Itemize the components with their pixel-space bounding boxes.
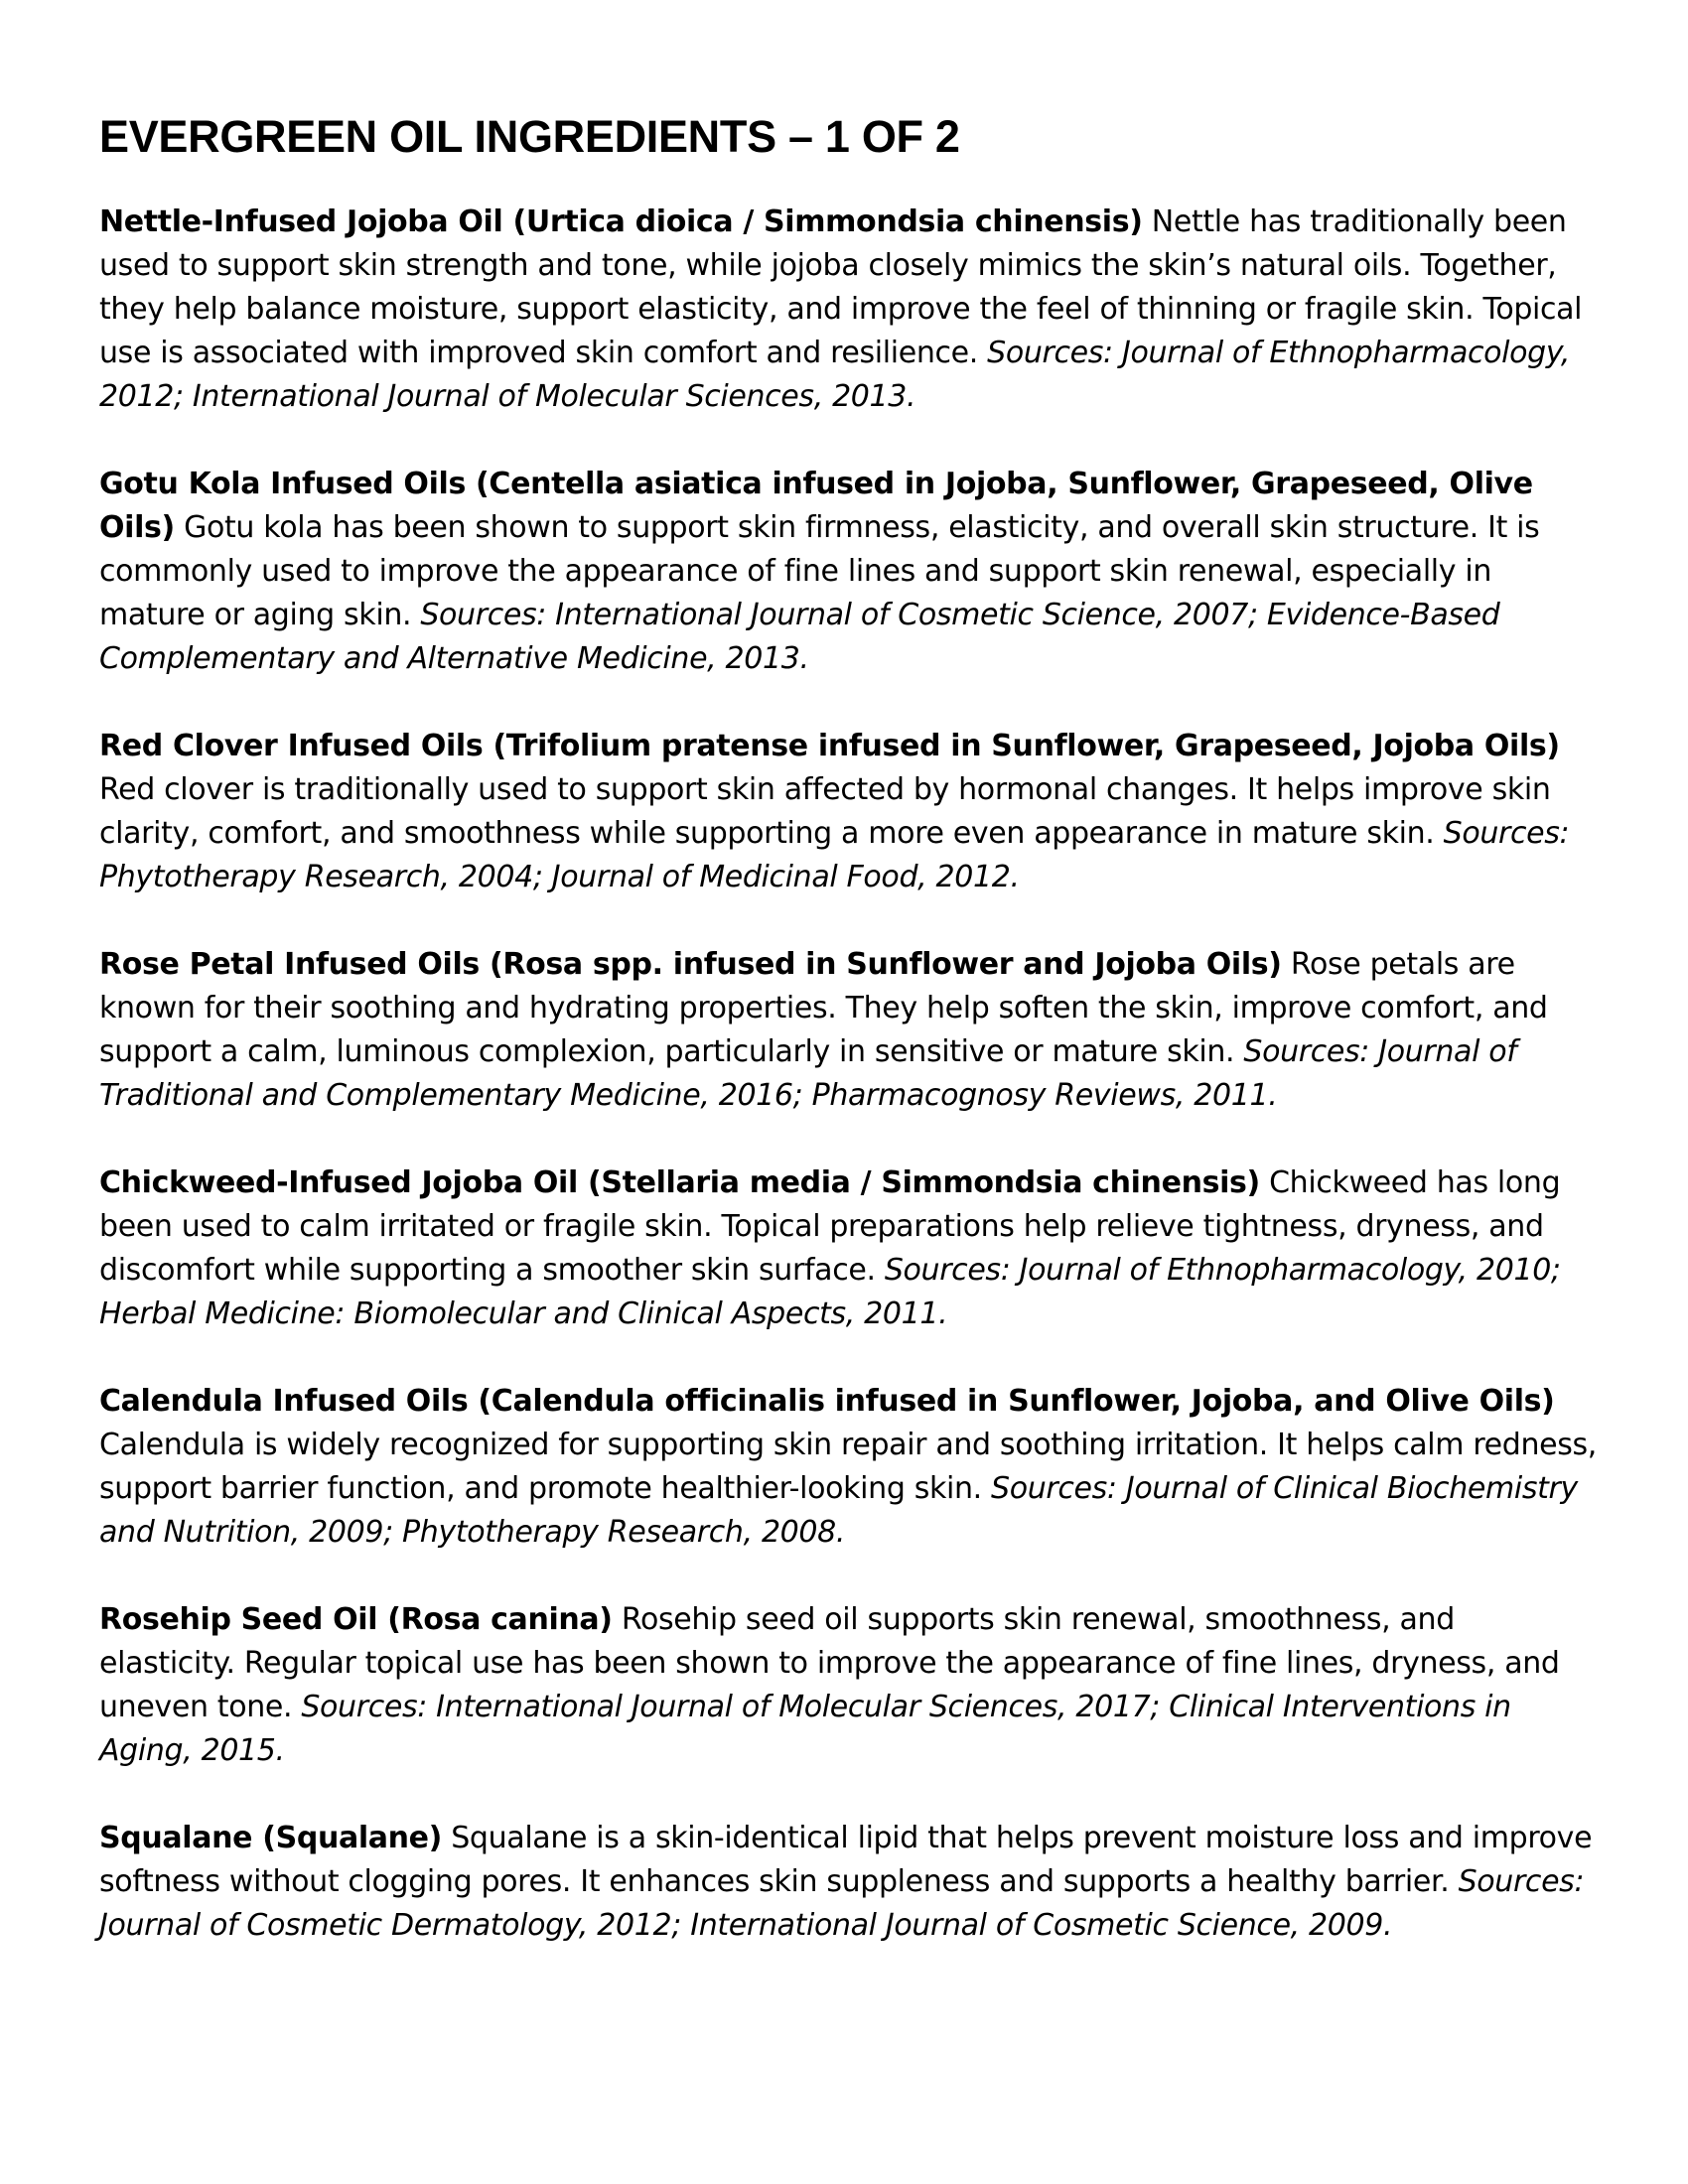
ingredient-name: Nettle-Infused Jojoba Oil (Urtica dioica / Simmondsia chinensis) [99, 205, 1143, 239]
ingredient-name: Rose Petal Infused Oils (Rosa spp. infused in Sunflower and Jojoba Oils) [99, 947, 1282, 982]
ingredient-entry-calendula [99, 1380, 1599, 1555]
ingredient-description: Calendula is widely recognized for supporting skin repair and soothing irritation. It helps calm redness, support barrier function, and promote healthier-looking skin. [99, 1428, 1597, 1506]
ingredient-entry-squalane [99, 1817, 1599, 1948]
ingredient-sources: Sources: International Journal of Cosmetic Science, 2007; Evidence-Based Complementary and Alternative Medicine, 2013. [99, 598, 1500, 676]
ingredient-entry-red-clover [99, 725, 1599, 899]
ingredient-entry-chickweed [99, 1161, 1599, 1336]
ingredient-sources: Sources: International Journal of Molecular Sciences, 2017; Clinical Interventions in Aging, 2015. [99, 1690, 1511, 1768]
ingredient-sources: Sources: Journal of Traditional and Complementary Medicine, 2016; Pharmacognosy Reviews, 2011. [99, 1034, 1517, 1113]
ingredient-description: Chickweed has long been used to calm irritated or fragile skin. Topical preparations help relieve tightness, dryness, and discomfort while supporting a smoother skin surface. [99, 1165, 1561, 1288]
ingredient-name: Calendula Infused Oils (Calendula officinalis infused in Sunflower, Jojoba, and Olive Oils) [99, 1384, 1555, 1419]
ingredient-entry-rose-petal [99, 943, 1599, 1118]
ingredient-name: Red Clover Infused Oils (Trifolium pratense infused in Sunflower, Grapeseed, Jojoba Oils) [99, 729, 1560, 763]
ingredient-entry-rosehip [99, 1598, 1599, 1773]
ingredient-description: Rose petals are known for their soothing and hydrating properties. They help soften the skin, improve comfort, and support a calm, luminous complexion, particularly in sensitive or mature skin. [99, 947, 1548, 1069]
ingredient-sources: Sources: Journal of Ethnopharmacology, 2012; International Journal of Molecular Sciences, 2013. [99, 336, 1571, 414]
ingredient-description: Red clover is traditionally used to support skin affected by hormonal changes. It helps improve skin clarity, comfort, and smoothness while supporting a more even appearance in mature skin. [99, 772, 1551, 851]
ingredient-description: Squalane is a skin-identical lipid that helps prevent moisture loss and improve softness without clogging pores. It enhances skin suppleness and supports a healthy barrier. [99, 1821, 1593, 1899]
ingredient-description: Gotu kola has been shown to support skin firmness, elasticity, and overall skin structure. It is commonly used to improve the appearance of fine lines and support skin renewal, especially in mature or aging skin. [99, 510, 1540, 632]
ingredient-entry-nettle [99, 201, 1599, 419]
page-title: EVERGREEN OIL INGREDIENTS – 1 OF 2 [99, 111, 960, 162]
ingredient-sources: Sources: Journal of Cosmetic Dermatology, 2012; International Journal of Cosmetic Science, 2009. [99, 1864, 1585, 1943]
ingredient-sources: Sources: Journal of Clinical Biochemistry and Nutrition, 2009; Phytotherapy Research, 2008. [99, 1471, 1578, 1550]
ingredient-sources: Sources: Journal of Ethnopharmacology, 2010; Herbal Medicine: Biomolecular and Clinical Aspects, 2011. [99, 1253, 1561, 1331]
ingredient-sources: Sources: Phytotherapy Research, 2004; Journal of Medicinal Food, 2012. [99, 816, 1570, 894]
ingredient-name: Squalane (Squalane) [99, 1821, 443, 1855]
ingredient-description: Rosehip seed oil supports skin renewal, smoothness, and elasticity. Regular topical use has been shown to improve the appearance of fine lines, dryness, and uneven tone. [99, 1602, 1560, 1724]
ingredient-entry-gotu-kola [99, 463, 1599, 681]
document-page [99, 107, 1599, 1991]
ingredient-name: Rosehip Seed Oil (Rosa canina) [99, 1602, 613, 1637]
ingredient-description: Nettle has traditionally been used to support skin strength and tone, while jojoba closely mimics the skin’s natural oils. Together, they help balance moisture, support elasticity, and improve the feel of thinning or fragile skin. Topical use is associated with improved skin comfort and resilience. [99, 205, 1583, 370]
ingredient-name: Gotu Kola Infused Oils (Centella asiatica infused in Jojoba, Sunflower, Grapeseed, Olive Oils) [99, 467, 1533, 545]
ingredient-name: Chickweed-Infused Jojoba Oil (Stellaria media / Simmondsia chinensis) [99, 1165, 1260, 1200]
